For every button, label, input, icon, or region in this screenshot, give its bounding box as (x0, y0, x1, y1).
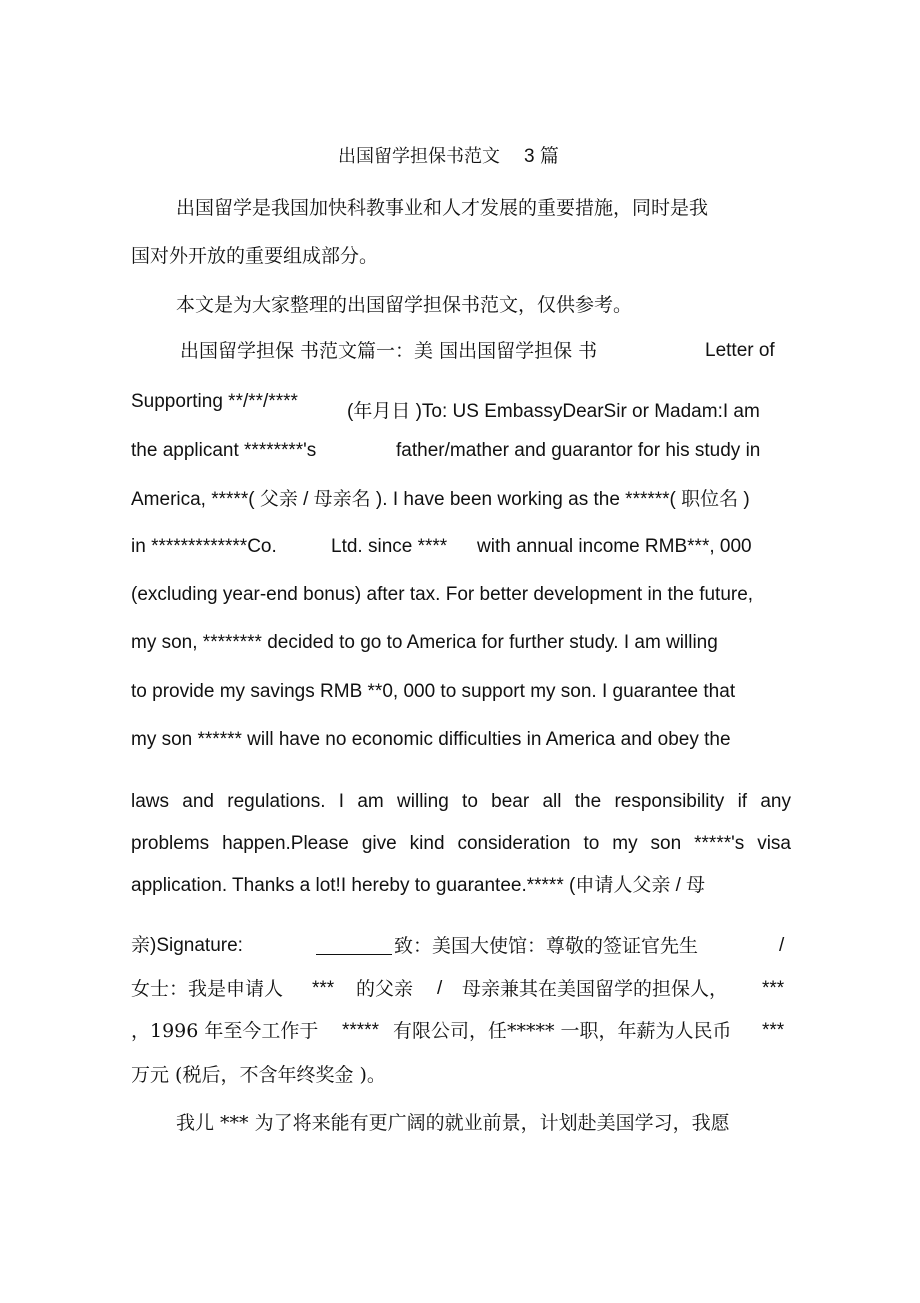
title-main: 出国留学担保书范文 (338, 146, 500, 167)
cn-line-1f: *** (762, 978, 785, 999)
letter-line-3: America, *****( 父亲 / 母亲名 ). I have been working as the ******( 职位名 ) (131, 489, 750, 510)
letter-line-12b: 致：美国大使馆：尊敬的签证官先生 (394, 935, 699, 957)
cn-line-4: 我儿 *** 为了将来能有更广阔的就业前景，计划赴美国学习，我愿 (176, 1112, 730, 1134)
cn-line-1a: 女士：我是申请人 (131, 978, 284, 1000)
page-title (338, 146, 559, 169)
letter-line-2a: the applicant ********'s (131, 440, 317, 461)
letter-line-12c: / (779, 935, 785, 956)
letter-line-2b: father/mather and guarantor for his study in (396, 440, 761, 461)
cn-line-1c: 的父亲 (356, 978, 414, 1000)
cn-line-2a: ，1996 年至今工作于 (131, 1020, 319, 1042)
intro-line-1: 出国留学是我国加快科教事业和人才发展的重要措施，同时是我 (176, 197, 709, 219)
cn-line-1d: / (437, 978, 443, 999)
cn-line-3: 万元 (税后，不含年终奖金 )。 (131, 1064, 386, 1086)
cn-line-2d: *** (762, 1020, 785, 1041)
title-count: 3 篇 (524, 146, 559, 167)
letter-line-1b: (年月日 )To: US EmbassyDearSir or Madam:I am (347, 401, 760, 422)
letter-line-9: laws and regulations. I am willing to bear all the responsibility if any (131, 791, 791, 812)
letter-line-11: application. Thanks a lot!I hereby to guarantee.***** (申请人父亲 / 母 (131, 875, 706, 896)
letter-line-4c: with annual income RMB***, 000 (477, 536, 752, 557)
cn-line-1e: 母亲兼其在美国留学的担保人， (462, 978, 729, 1000)
cn-line-2c: 有限公司，任***** 一职，年薪为人民币 (393, 1020, 732, 1042)
cn-line-1b: *** (312, 978, 335, 999)
signature-blank (316, 936, 392, 955)
letter-line-7: to provide my savings RMB **0, 000 to support my son. I guarantee that (131, 681, 736, 702)
letter-line-5: (excluding year-end bonus) after tax. For better development in the future, (131, 584, 754, 605)
letter-line-4b: Ltd. since **** (331, 536, 448, 557)
letter-line-10: problems happen.Please give kind consideration to my son *****'s visa (131, 833, 791, 854)
letter-line-8: my son ****** will have no economic difficulties in America and obey the (131, 729, 731, 750)
section-heading-1: 出国留学担保 书范文篇一：美 国出国留学担保 书 (180, 340, 598, 362)
letter-line-1a: Supporting **/**/**** (131, 391, 298, 412)
intro-line-2: 国对外开放的重要组成部分。 (131, 245, 379, 267)
intro-line-3: 本文是为大家整理的出国留学担保书范文，仅供参考。 (176, 294, 633, 316)
letter-line-6: my son, ******** decided to go to America for further study. I am willing (131, 632, 718, 653)
section-heading-1-en: Letter of (705, 340, 775, 361)
cn-line-2b: ***** (342, 1020, 379, 1041)
letter-line-4a: in *************Co. (131, 536, 277, 557)
letter-line-12a: 亲)Signature: (131, 935, 243, 956)
